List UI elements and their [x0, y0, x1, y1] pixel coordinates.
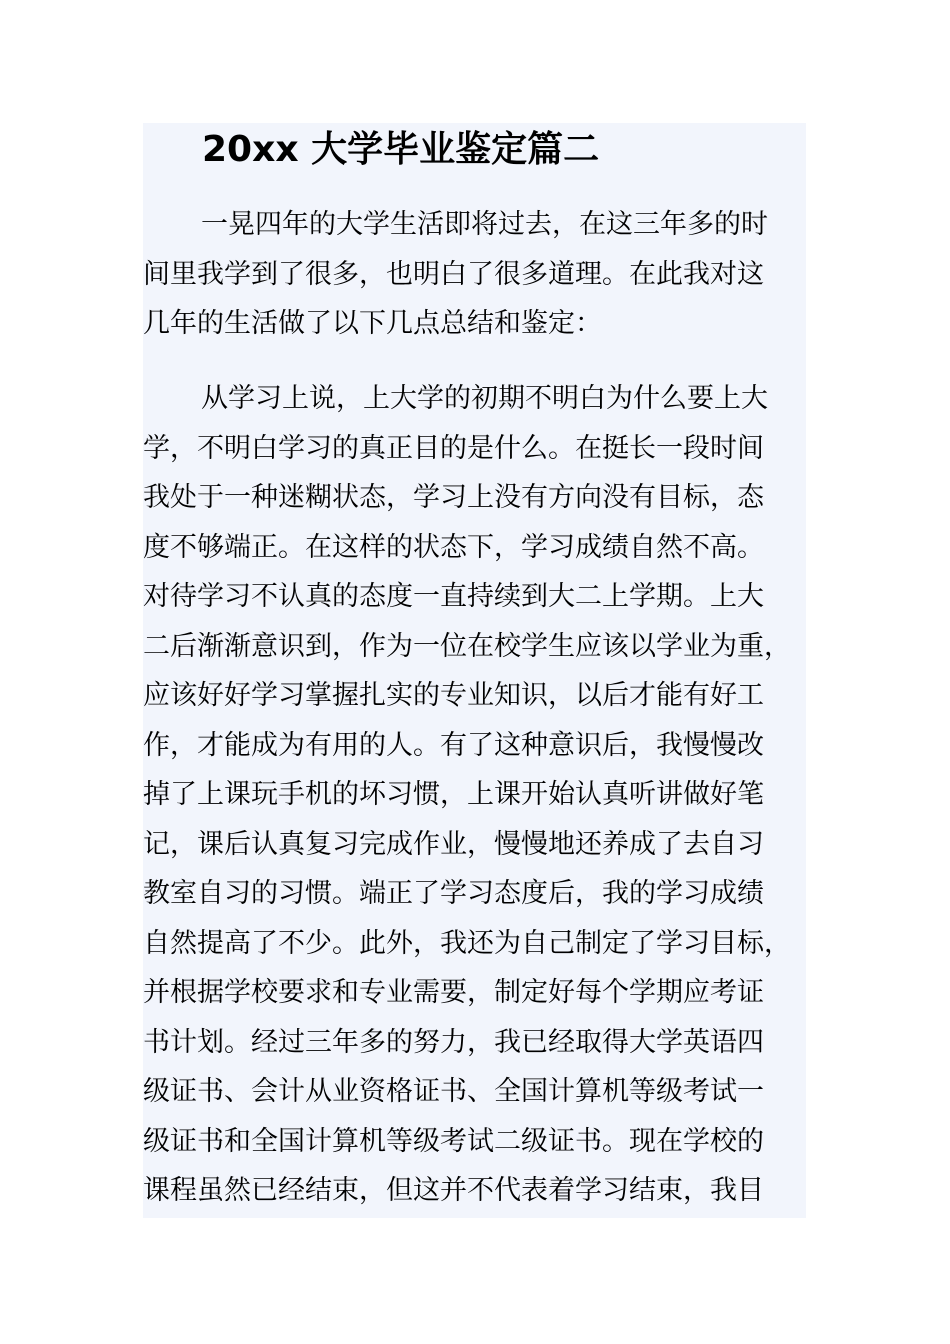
paragraph-line: 记，课后认真复习完成作业，慢慢地还养成了去自习: [143, 828, 764, 860]
paragraph-study: [143, 374, 791, 1216]
paragraph-line: 并根据学校要求和专业需要，制定好每个学期应考证: [143, 977, 764, 1008]
paragraph-line: 自然提高了不少。此外，我还为自己制定了学习目标，: [143, 927, 791, 959]
paragraph-line: 一晃四年的大学生活即将过去，在这三年多的时: [201, 209, 768, 240]
paragraph-line: 学，不明白学习的真正目的是什么。在挺长一段时间: [143, 432, 764, 464]
paragraph-line: 作，才能成为有用的人。有了这种意识后，我慢慢改: [143, 729, 764, 761]
paragraph-line: 我处于一种迷糊状态，学习上没有方向没有目标，态: [143, 482, 764, 513]
paragraph-line: 度不够端正。在这样的状态下，学习成绩自然不高。: [143, 531, 764, 563]
document-title: 20xx 大学毕业鉴定篇二: [202, 129, 600, 170]
paragraph-line: 教室自习的习惯。端正了学习态度后，我的学习成绩: [143, 878, 764, 909]
paragraph-line: 从学习上说，上大学的初期不明白为什么要上大: [201, 383, 768, 414]
paragraph-line: 书计划。经过三年多的努力，我已经取得大学英语四: [143, 1026, 764, 1058]
paragraph-line: 二后渐渐意识到，作为一位在校学生应该以学业为重，: [143, 630, 791, 662]
paragraph-line: 间里我学到了很多，也明白了很多道理。在此我对这: [143, 258, 764, 290]
paragraph-line: 掉了上课玩手机的坏习惯，上课开始认真听讲做好笔: [143, 779, 764, 810]
paragraph-intro: [143, 200, 768, 349]
paragraph-line: 级证书和全国计算机等级考试二级证书。现在学校的: [143, 1125, 764, 1157]
paragraph-line: 课程虽然已经结束，但这并不代表着学习结束，我目: [143, 1175, 764, 1206]
paragraph-line: 几年的生活做了以下几点总结和鉴定：: [143, 308, 602, 339]
paragraph-line: 级证书、会计从业资格证书、全国计算机等级考试一: [143, 1076, 764, 1107]
paragraph-line: 应该好好学习掌握扎实的专业知识，以后才能有好工: [143, 680, 764, 711]
paragraph-line: 对待学习不认真的态度一直持续到大二上学期。上大: [143, 581, 764, 612]
